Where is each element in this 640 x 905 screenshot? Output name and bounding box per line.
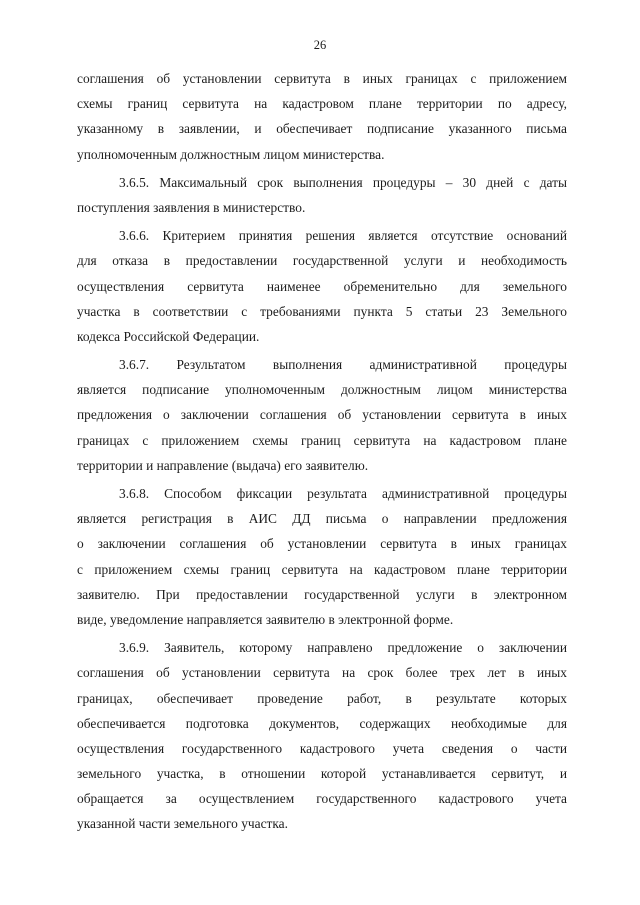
text-line: земельного участка, в отношении которой устанавливается сервитут, и [77,766,567,782]
text-line: является регистрация в АИС ДД письма о направлении предложения [77,511,567,527]
text-line: для отказа в предоставлении государственной услуги и необходимость [77,253,567,269]
paragraph [77,170,567,220]
text-line: границах, обеспечивает проведение работ, в результате которых [77,690,567,706]
text-line: указанной части земельного участка. [77,816,288,832]
text-line: 3.6.8. Способом фиксации результата административной процедуры [119,486,567,501]
text-line: границах с приложением схемы границ сервитута на кадастровом плане [77,432,567,448]
text-line: обеспечивается подготовка документов, содержащих необходимые для [77,715,567,731]
text-line: предложения о заключении соглашения об установлении сервитута в иных [77,407,567,423]
text-line: 3.6.9. Заявитель, которому направлено предложение о заключении [119,640,567,656]
paragraph [77,635,567,837]
page-number: 26 [313,38,327,52]
text-line: уполномоченным должностным лицом министерства. [77,146,385,162]
text-line: является подписание уполномоченным должностным лицом министерства [77,382,567,398]
text-line: участка в соответствии с требованиями пункта 5 статьи 23 Земельного [77,303,567,319]
document-body [77,66,567,840]
text-line: 3.6.7. Результатом выполнения административной процедуры [119,357,567,373]
paragraph [77,66,567,167]
text-line: соглашения об установлении сервитута на срок более трех лет в иных [77,665,567,681]
text-line: указанному в заявлении, и обеспечивает подписание указанного письма [77,121,567,137]
text-line: осуществления сервитута наименее обременительно для земельного [77,278,567,294]
text-line: 3.6.6. Критерием принятия решения является отсутствие оснований [119,228,567,244]
text-line: поступления заявления в министерство. [77,199,306,215]
text-line: обращается за осуществлением государственного кадастрового учета [77,791,567,807]
text-line: территории и направление (выдача) его заявителю. [77,457,369,473]
text-line: кодекса Российской Федерации. [77,328,260,344]
text-line: схемы границ сервитута на кадастровом плане территории по адресу, [77,96,567,112]
text-line: соглашения об установлении сервитута в иных границах с приложением [77,71,567,86]
text-line: с приложением схемы границ сервитута на кадастровом плане территории [77,561,567,577]
text-line: осуществления государственного кадастрового учета сведения о части [77,740,567,756]
text-line: виде, уведомление направляется заявителю в электронной форме. [77,611,454,627]
paragraph [77,223,567,349]
text-line: 3.6.5. Максимальный срок выполнения процедуры – 30 дней с даты [119,174,567,190]
paragraph [77,481,567,632]
text-line: о заключении соглашения об установлении сервитута в иных границах [77,536,567,552]
paragraph [77,352,567,478]
text-line: заявителю. При предоставлении государственной услуги в электронном [77,586,567,602]
